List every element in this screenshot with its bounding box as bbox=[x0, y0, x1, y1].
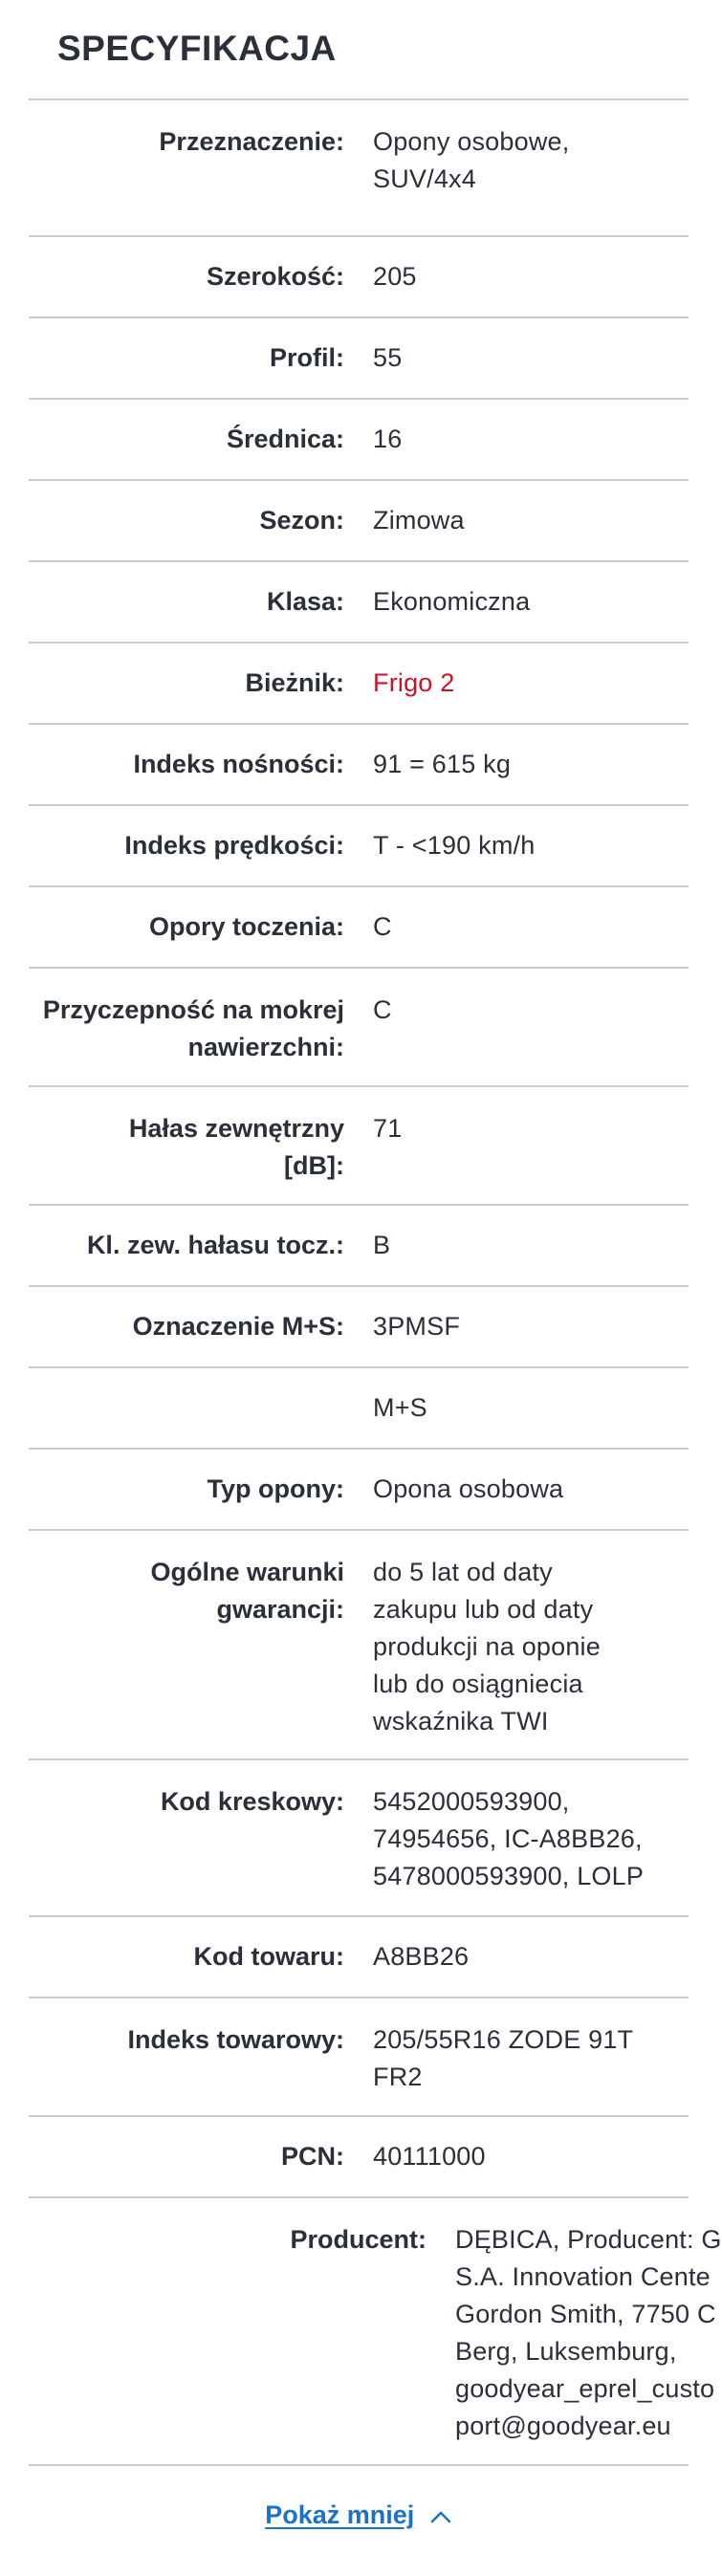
spec-row-gwarancja bbox=[29, 1531, 689, 1760]
spec-value: A8BB26 bbox=[373, 1942, 470, 1971]
spec-value: do 5 lat od daty zakupu lub od daty produkcji na oponie lub do osiągniecia wskaźnika TWI bbox=[373, 1558, 601, 1736]
producer-line: port@goodyear.eu bbox=[455, 2412, 671, 2440]
spec-label: Przyczepność na mokrej nawierzchni: bbox=[42, 995, 344, 1061]
producer-line: Gordon Smith, 7750 C bbox=[455, 2300, 716, 2328]
spec-row-pcn bbox=[29, 2117, 689, 2198]
spec-row-kod-towaru bbox=[29, 1917, 689, 1998]
spec-value: M+S bbox=[373, 1393, 427, 1422]
spec-value: 205/55R16 ZODE 91T FR2 bbox=[373, 2025, 633, 2091]
spec-value: Zimowa bbox=[373, 506, 465, 535]
spec-row-producent bbox=[29, 2198, 722, 2466]
spec-label: Producent: bbox=[290, 2225, 427, 2254]
spec-label: Oznaczenie M+S: bbox=[132, 1312, 344, 1341]
spec-label: Bieżnik: bbox=[245, 668, 344, 697]
spec-value: C bbox=[373, 912, 392, 941]
spec-label: PCN: bbox=[281, 2142, 344, 2171]
spec-label: Kl. zew. hałasu tocz.: bbox=[86, 1231, 344, 1259]
spec-row-bieznik bbox=[29, 644, 689, 725]
spec-label: Przeznaczenie: bbox=[159, 127, 344, 156]
show-less-button[interactable] bbox=[0, 2500, 717, 2530]
spec-value: 5452000593900, 74954656, IC-A8BB26, 5478000593900, LOLP bbox=[373, 1787, 645, 1890]
spec-row-typ-opony bbox=[29, 1450, 689, 1531]
spec-label: Indeks towarowy: bbox=[127, 2025, 344, 2054]
spec-row-sezon bbox=[29, 481, 689, 562]
spec-row-indeks-predkosci bbox=[29, 806, 689, 887]
tread-link[interactable]: Frigo 2 bbox=[373, 668, 455, 697]
producer-line: S.A. Innovation Cente bbox=[455, 2262, 711, 2291]
spec-row-opory-toczenia bbox=[29, 887, 689, 969]
spec-value: 91 = 615 kg bbox=[373, 750, 512, 778]
spec-label: Kod towaru: bbox=[193, 1942, 344, 1971]
spec-row-klasa-halasu bbox=[29, 1206, 689, 1287]
spec-row-szerokosc bbox=[29, 237, 689, 318]
chevron-up-icon bbox=[429, 2509, 452, 2524]
spec-label: Opory toczenia: bbox=[148, 912, 344, 941]
spec-value: B bbox=[373, 1231, 391, 1259]
spec-value: 55 bbox=[373, 343, 403, 372]
section-title: SPECYFIKACJA bbox=[57, 29, 337, 68]
spec-value: 205 bbox=[373, 262, 417, 291]
spec-value: Opona osobowa bbox=[373, 1474, 564, 1503]
producer-line: DĘBICA, Producent: G bbox=[455, 2225, 722, 2254]
spec-label: Kod kreskowy: bbox=[160, 1787, 344, 1816]
spec-row-przeznaczenie bbox=[29, 100, 689, 237]
spec-row-oznaczenie-ms bbox=[29, 1287, 689, 1368]
spec-row-przyczepnosc bbox=[29, 969, 689, 1087]
spec-value: Opony osobowe, SUV/4x4 bbox=[373, 127, 570, 193]
spec-table bbox=[29, 98, 722, 2466]
spec-value: 71 bbox=[373, 1114, 403, 1143]
spec-label: Ogólne warunki gwarancji: bbox=[150, 1558, 344, 1624]
spec-row-indeks-towarowy bbox=[29, 1998, 689, 2117]
spec-label: Szerokość: bbox=[206, 262, 344, 291]
spec-value-producer bbox=[455, 2221, 722, 2441]
spec-row-halas bbox=[29, 1087, 689, 1206]
spec-row-srednica bbox=[29, 400, 689, 481]
spec-row-ms bbox=[29, 1368, 689, 1450]
spec-label: Klasa: bbox=[266, 587, 344, 616]
spec-value: Ekonomiczna bbox=[373, 587, 531, 616]
spec-value: 3PMSF bbox=[373, 1312, 461, 1341]
spec-label: Typ opony: bbox=[207, 1474, 344, 1503]
producer-line: goodyear_eprel_custo bbox=[455, 2374, 715, 2403]
spec-label: Indeks nośności: bbox=[133, 750, 344, 778]
show-less-label: Pokaż mniej bbox=[265, 2500, 415, 2529]
spec-label: Indeks prędkości: bbox=[124, 831, 344, 860]
spec-value: 40111000 bbox=[373, 2142, 486, 2171]
spec-row-indeks-nosnosci bbox=[29, 725, 689, 806]
spec-label: Hałas zewnętrzny [dB]: bbox=[128, 1114, 344, 1180]
spec-label: Średnica: bbox=[226, 425, 344, 453]
spec-value: T - <190 km/h bbox=[373, 831, 536, 860]
spec-row-profil bbox=[29, 318, 689, 400]
spec-value: 16 bbox=[373, 425, 403, 453]
spec-row-kod-kreskowy bbox=[29, 1760, 689, 1917]
spec-value: C bbox=[373, 995, 392, 1024]
spec-label: Sezon: bbox=[259, 506, 344, 535]
spec-label: Profil: bbox=[270, 343, 344, 372]
producer-line: Berg, Luksemburg, bbox=[455, 2337, 677, 2366]
spec-row-klasa bbox=[29, 562, 689, 644]
